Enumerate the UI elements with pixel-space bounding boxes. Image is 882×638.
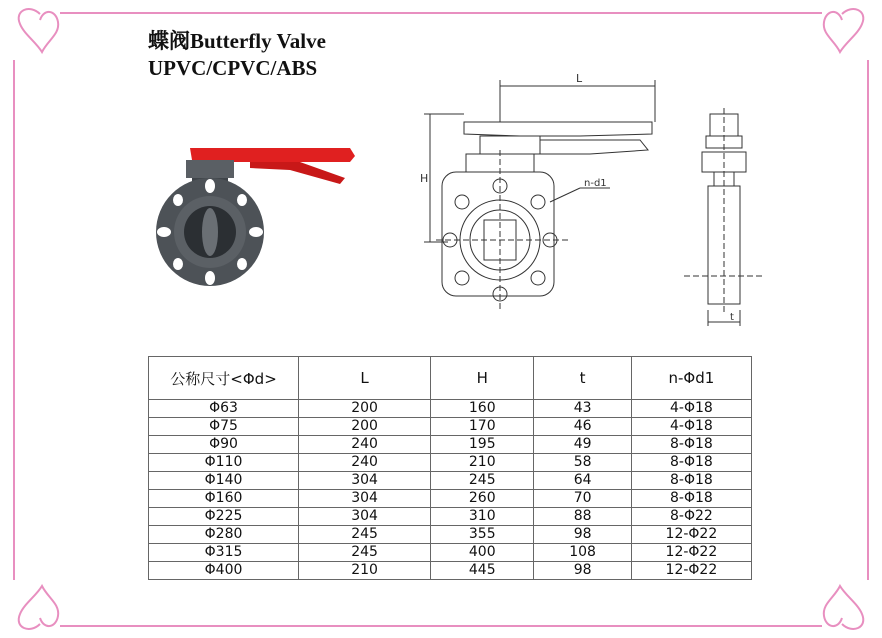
header-n-d1: n-Φd1: [631, 357, 751, 400]
cell-H: 245: [431, 472, 534, 490]
table-row: [149, 562, 752, 580]
valve-photo: [150, 140, 370, 310]
table-header-row: [149, 357, 752, 400]
cell-n-d1: 8-Φ18: [631, 436, 751, 454]
cell-L: 210: [299, 562, 431, 580]
cell-n-d1: 8-Φ18: [631, 472, 751, 490]
header-L: L: [299, 357, 431, 400]
cell-n-d1: 4-Φ18: [631, 400, 751, 418]
dim-label-H: H: [420, 172, 429, 185]
side-view-drawing: [678, 100, 768, 340]
cell-size: Φ160: [149, 490, 299, 508]
cell-size: Φ75: [149, 418, 299, 436]
cell-n-d1: 12-Φ22: [631, 544, 751, 562]
title-line-2: UPVC/CPVC/ABS: [148, 56, 318, 80]
cell-size: Φ315: [149, 544, 299, 562]
cell-L: 304: [299, 472, 431, 490]
table-row: [149, 490, 752, 508]
cell-t: 98: [534, 526, 631, 544]
cell-H: 160: [431, 400, 534, 418]
cell-t: 64: [534, 472, 631, 490]
cell-n-d1: 12-Φ22: [631, 562, 751, 580]
table-row: [149, 418, 752, 436]
cell-t: 58: [534, 454, 631, 472]
cell-n-d1: 8-Φ22: [631, 508, 751, 526]
cell-t: 98: [534, 562, 631, 580]
front-view-drawing: [400, 70, 680, 320]
cell-size: Φ280: [149, 526, 299, 544]
cell-H: 170: [431, 418, 534, 436]
cell-t: 70: [534, 490, 631, 508]
cell-H: 355: [431, 526, 534, 544]
cell-n-d1: 4-Φ18: [631, 418, 751, 436]
table-row: [149, 526, 752, 544]
table-row: [149, 472, 752, 490]
cell-t: 108: [534, 544, 631, 562]
cell-H: 400: [431, 544, 534, 562]
cell-L: 200: [299, 400, 431, 418]
table-row: [149, 436, 752, 454]
cell-size: Φ90: [149, 436, 299, 454]
cell-n-d1: 8-Φ18: [631, 454, 751, 472]
table-row: [149, 508, 752, 526]
header-nominal-size: 公称尺寸<Φd>: [149, 357, 299, 400]
dim-label-t: t: [730, 312, 734, 323]
title-line-1: 蝶阀Butterfly Valve: [148, 29, 326, 53]
cell-L: 200: [299, 418, 431, 436]
cell-size: Φ63: [149, 400, 299, 418]
dimension-table: [148, 356, 752, 580]
cell-size: Φ140: [149, 472, 299, 490]
table-row: [149, 400, 752, 418]
table-row: [149, 544, 752, 562]
product-title: [148, 28, 326, 82]
dim-label-L: L: [576, 72, 583, 85]
cell-H: 310: [431, 508, 534, 526]
header-t: t: [534, 357, 631, 400]
header-H: H: [431, 357, 534, 400]
cell-H: 195: [431, 436, 534, 454]
cell-L: 304: [299, 508, 431, 526]
cell-n-d1: 8-Φ18: [631, 490, 751, 508]
cell-size: Φ400: [149, 562, 299, 580]
cell-H: 260: [431, 490, 534, 508]
cell-n-d1: 12-Φ22: [631, 526, 751, 544]
cell-H: 445: [431, 562, 534, 580]
cell-t: 49: [534, 436, 631, 454]
cell-L: 245: [299, 544, 431, 562]
cell-L: 240: [299, 454, 431, 472]
cell-size: Φ110: [149, 454, 299, 472]
cell-L: 304: [299, 490, 431, 508]
cell-L: 245: [299, 526, 431, 544]
cell-L: 240: [299, 436, 431, 454]
cell-t: 43: [534, 400, 631, 418]
cell-size: Φ225: [149, 508, 299, 526]
cell-t: 88: [534, 508, 631, 526]
table-row: [149, 454, 752, 472]
dim-label-nd1: n-d1: [584, 178, 607, 189]
cell-t: 46: [534, 418, 631, 436]
cell-H: 210: [431, 454, 534, 472]
